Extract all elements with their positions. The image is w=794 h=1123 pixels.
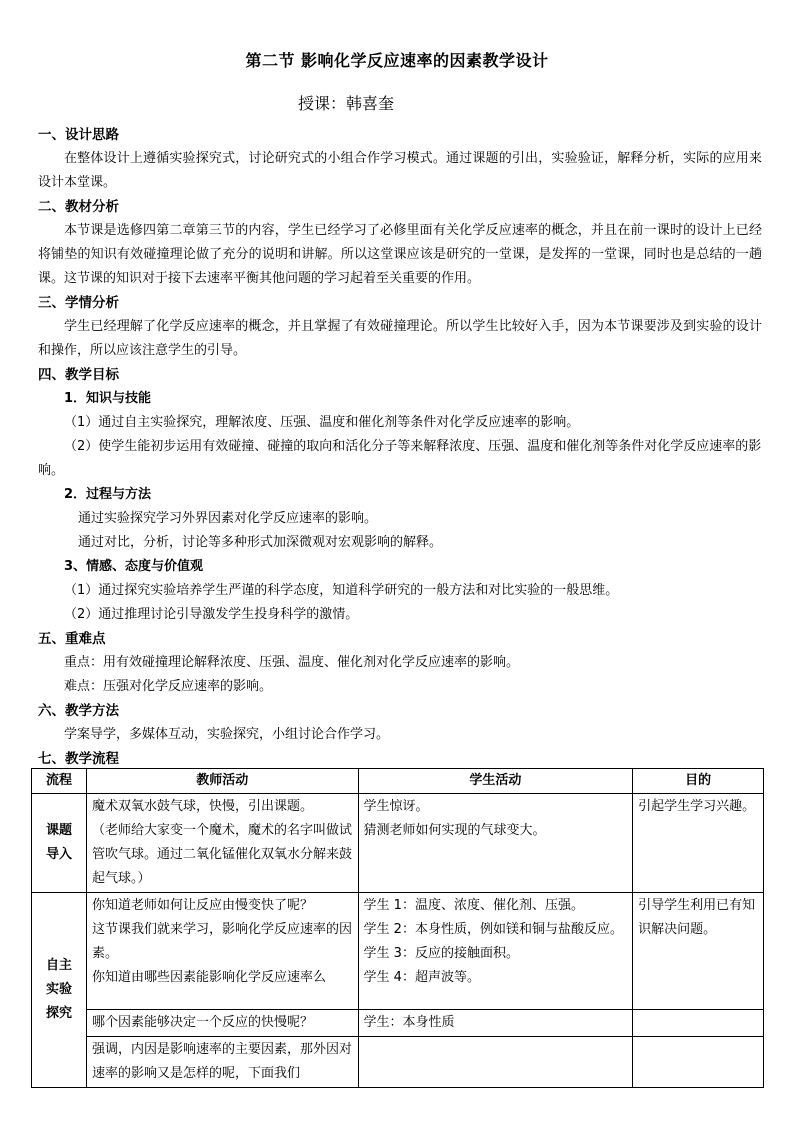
- section-heading-design: 一、设计思路: [38, 127, 119, 143]
- goal-knowledge-heading: 1．知识与技能: [64, 391, 152, 406]
- section-heading-keypoints: 五、重难点: [38, 631, 106, 647]
- table-header-cell: 学生活动: [358, 769, 633, 794]
- table-row: [32, 1037, 764, 1088]
- student-activity-cell: 学生惊讶。 猜测老师如何实现的气球变大。: [358, 794, 633, 893]
- goal-process-2: 通过对比，分析，讨论等多种形式加深微观对宏观影响的解释。: [78, 535, 443, 550]
- goal-process-1: 通过实验探究学习外界因素对化学反应速率的影响。: [78, 511, 378, 526]
- goal-emotion-heading: 3、情感、态度与价值观: [64, 559, 204, 574]
- table-header-cell: 流程: [32, 769, 87, 794]
- teaching-flow-table: [31, 768, 764, 1088]
- stage-cell: [32, 893, 87, 1088]
- teacher-activity-cell: 哪个因素能够决定一个反应的快慢呢？: [86, 1010, 358, 1037]
- section-text-methods: 学案导学，多媒体互动，实验探究，小组讨论合作学习。: [64, 727, 390, 742]
- section-heading-students: 三、学情分析: [38, 295, 119, 311]
- table-header-cell: 教师活动: [86, 769, 358, 794]
- student-activity-cell: 学生：本身性质: [358, 1010, 633, 1037]
- student-activity-cell: 学生 1：温度、浓度、催化剂、压强。 学生 2：本身性质，例如镁和铜与盐酸反应。 学生 3：反应的接触面积。 学生 4：超声波等。: [358, 893, 633, 1010]
- section-heading-goals: 四、教学目标: [38, 367, 119, 383]
- section-text-students: 学生已经理解了化学反应速率的概念，并且掌握了有效碰撞理论。所以学生比较好入手，因为本节课要涉及到实验的设计和操作，所以应该注意学生的引导。: [38, 319, 762, 358]
- goal-cell: [633, 1010, 764, 1037]
- stage-label-line: 导入: [45, 847, 72, 862]
- section-heading-methods: 六、教学方法: [38, 703, 119, 719]
- teacher-activity-cell: 你知道老师如何让反应由慢变快了呢？ 这节课我们就来学习，影响化学反应速率的因素。 你知道由哪些因素能影响化学反应速率么: [86, 893, 358, 1010]
- teacher-activity-cell: 魔术双氧水鼓气球，快慢，引出课题。 （老师给大家变一个魔术，魔术的名字叫做试管吹气球。通过二氧化锰催化双氧水分解来鼓起气球。）: [86, 794, 358, 893]
- goal-knowledge-1: （1）通过自主实验探究，理解浓度、压强、温度和催化剂等条件对化学反应速率的影响。: [64, 415, 580, 430]
- goal-emotion-2: （2）通过推理讨论引导激发学生投身科学的激情。: [64, 607, 359, 622]
- stage-label-line: 自主: [45, 958, 72, 973]
- section-heading-material: 二、教材分析: [38, 199, 119, 215]
- table-row: [32, 893, 764, 1010]
- stage-cell: [32, 794, 87, 893]
- goal-emotion-1: （1）通过探究实验培养学生严谨的科学态度，知道科学研究的一般方法和对比实验的一般思维。: [64, 583, 619, 598]
- difficulty-text: 难点：压强对化学反应速率的影响。: [64, 679, 273, 694]
- stage-label-line: 课题: [45, 823, 72, 838]
- goal-cell: 引起学生学习兴趣。: [633, 794, 764, 893]
- page-title: 第二节 影响化学反应速率的因素教学设计: [245, 51, 549, 70]
- goal-cell: 引导学生利用已有知识解决问题。: [633, 893, 764, 1010]
- section-heading-flow: 七、教学流程: [38, 751, 119, 767]
- section-text-design: 在整体设计上遵循实验探究式，讨论研究式的小组合作学习模式。通过课题的引出，实验验证，解释分析，实际的应用来设计本堂课。: [38, 151, 762, 190]
- stage-label-line: 探究: [45, 1006, 72, 1021]
- table-header-cell: 目的: [633, 769, 764, 794]
- table-row: [32, 794, 764, 893]
- table-row: [32, 1010, 764, 1037]
- author-line: 授课：韩喜奎: [298, 94, 395, 113]
- document-body: [38, 123, 762, 771]
- teacher-activity-cell: 强调，内因是影响速率的主要因素，那外因对速率的影响又是怎样的呢，下面我们: [86, 1037, 358, 1088]
- keypoint-text: 重点：用有效碰撞理论解释浓度、压强、温度、催化剂对化学反应速率的影响。: [64, 655, 520, 670]
- section-text-material: 本节课是选修四第二章第三节的内容，学生已经学习了必修里面有关化学反应速率的概念，并且在前一课时的设计上已经将铺垫的知识有效碰撞理论做了充分的说明和讲解。所以这堂课应该是研究的一堂课，是发挥的一堂课，同时也是总结的一趟课。这节课的知识对于接下去速率平衡其他问题的学习起着至关重要的作用。: [38, 223, 762, 286]
- table-header-row: [32, 769, 764, 794]
- student-activity-cell: [358, 1037, 633, 1088]
- goal-process-heading: 2．过程与方法: [64, 487, 152, 502]
- goal-cell: [633, 1037, 764, 1088]
- stage-label-line: 实验: [45, 982, 72, 997]
- goal-knowledge-2: （2）使学生能初步运用有效碰撞、碰撞的取向和活化分子等来解释浓度、压强、温度和催化剂等条件对化学反应速率的影响。: [38, 439, 762, 478]
